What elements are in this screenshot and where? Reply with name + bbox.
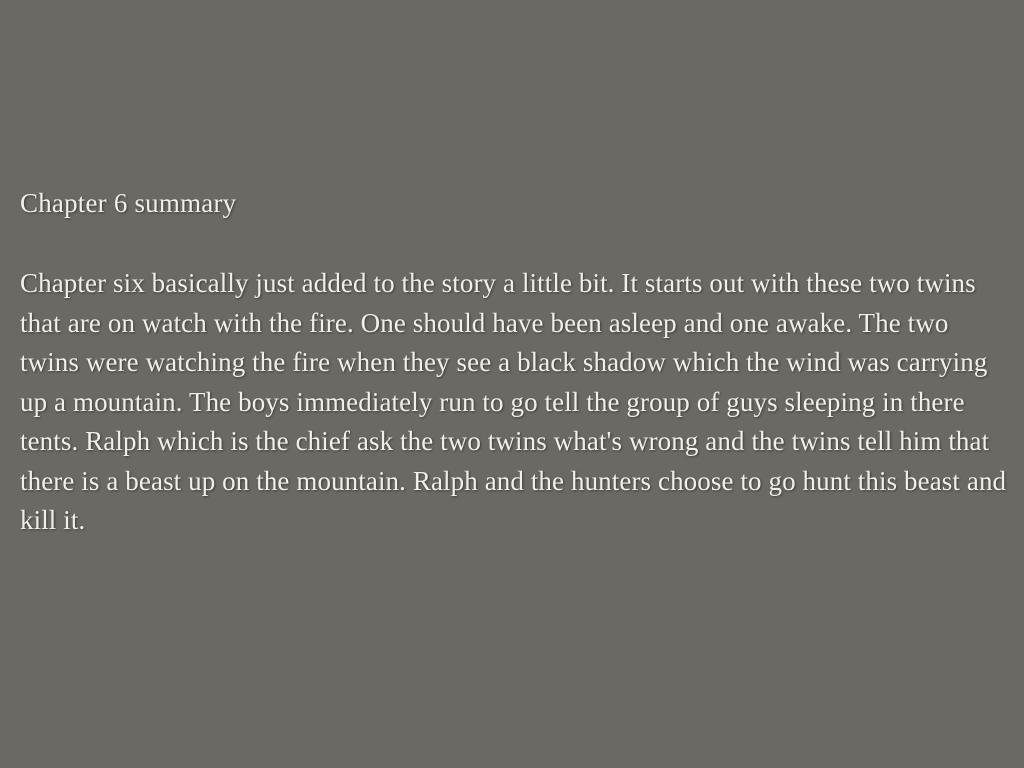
title-body-spacer <box>20 220 1010 264</box>
slide-title: Chapter 6 summary <box>20 188 237 218</box>
slide-text-block <box>20 186 1014 541</box>
slide-body-text: Chapter six basically just added to the story a little bit. It starts out with these two twins that are on watch with the fire. One should have been asleep and one awake. The two twins were watching the fire when they see a black shadow which the wind was carrying up a mountain. The boys immediately run to go tell the group of guys sleeping in there tents. Ralph which is the chief ask the two twins what's wrong and the twins tell him that there is a beast up on the mountain. Ralph and the hunters choose to go hunt this beast and kill it. <box>20 268 1014 535</box>
